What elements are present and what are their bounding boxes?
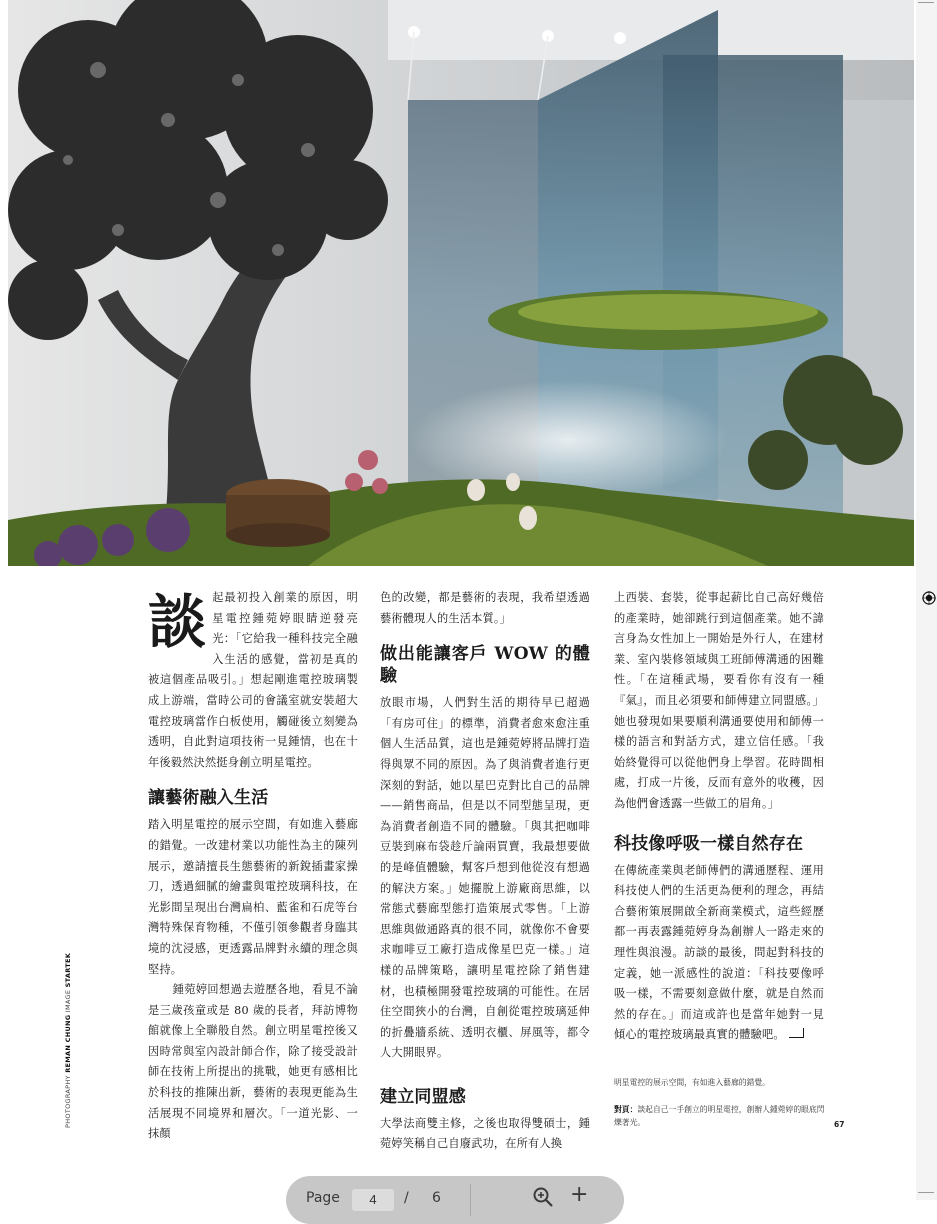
intro-paragraph (148, 588, 358, 773)
page-label: Page (306, 1190, 340, 1206)
body-paragraph: 色的改變，都是藝術的表現，我希望透過藝術體現人的生活本質。」 (380, 591, 590, 625)
zoom-plus-button[interactable]: + (570, 1182, 589, 1207)
body-paragraph: 上西裝、套裝，從事起薪比自己高好幾倍的產業時，她卻跳行到這個產業。她不諱言身為女性加上一開始是外行人，在建材業、室內裝修領域與工班師傅溝通的困難性。「在這種武場，要看你有沒有一種『氣』，而且必須要和師傅建立同盟感。」她也發現如果要順利溝通要使用和師傅一樣的語言和對話方式，建立信任感。「我始終覺得可以從他們身上學習。花時間相處，打成一片後，反而有意外的收穫，因為他們會透露一些做工的眉角。」 (614, 591, 824, 810)
section-heading: 做出能讓客戶 WOW 的體驗 (380, 644, 590, 687)
photo-caption: 明星電控的展示空間，有如進入藝廊的錯覺。 (614, 1078, 770, 1087)
page-navigation-bar (286, 1176, 624, 1224)
crop-mark (918, 2, 934, 3)
facing-page-caption (614, 1103, 829, 1129)
caption-label: 對頁： (614, 1105, 638, 1114)
page-number-input[interactable] (352, 1189, 394, 1211)
caption-text: 談起自己一手創立的明星電控，創辦人鍾菀婷的眼底閃爍著光。 (614, 1105, 825, 1127)
page-separator: / (404, 1190, 409, 1206)
article-column-3 (614, 588, 824, 1046)
pager-divider (470, 1184, 471, 1216)
drop-cap: 談 (148, 588, 207, 656)
intro-text: 起最初投入創業的原因，明星電控鍾菀婷眼睛逆發亮光：「它給我一種科技完全融入生活的感覺，當初是真的被這個產品吸引。」想起剛進電控玻璃製成上游端，當時公司的會議室就安裝超大電控玻璃當作白板使用，觸碰後立刻變為透明，自此對這項技術一見鍾情，也在十年後毅然決然挺身創立明星電控。 (148, 591, 358, 769)
image-credit-label: IMAGE (64, 989, 72, 1013)
section-heading: 建立同盟感 (380, 1086, 466, 1107)
body-paragraph: 大學法商雙主修，之後也取得雙碩士，鍾菀婷笑稱自己自廢武功，在所有人換 (380, 1116, 590, 1151)
end-mark-icon (789, 1028, 804, 1038)
registration-mark-icon (922, 591, 936, 605)
article-column-2 (380, 588, 590, 1155)
exhibition-scene-illustration (8, 0, 914, 566)
photo-credit (64, 868, 74, 1128)
page-number: 67 (834, 1120, 845, 1129)
hero-photo (8, 0, 914, 566)
body-paragraph (614, 861, 824, 1046)
body-paragraph: 踏入明星電控的展示空間，有如進入藝廊的錯覺。一改建材業以功能性為主的陳列展示，邀請擅長生態藝術的新銳插畫家操刀，透過細膩的繪畫與電控玻璃科技，在光影間呈現出台灣扁柏、藍雀和石虎等台灣特殊保育物種，不僅引領參觀者身臨其境的沈浸感，更透露品牌對永續的理念與堅持。 (148, 818, 358, 976)
article-column-1 (148, 588, 358, 1145)
body-paragraph: 鍾菀婷回想過去遊歷各地，看見不論是三歲孩童或是 80 歲的長者，拜訪博物館就像上全聯般自然。創立明星電控後又因時常與室內設計師合作，除了接受設計師在技術上所提出的挑戰，她更有感相比於科技的推陳出新，藝術的表現更能為生活展現不同境界和層次。「一道光影、一抹顏 (148, 983, 358, 1141)
total-pages: 6 (432, 1190, 441, 1206)
zoom-in-icon[interactable] (532, 1186, 554, 1208)
section-heading: 科技像呼吸一樣自然存在 (614, 833, 804, 854)
section-heading: 讓藝術融入生活 (148, 788, 269, 809)
crop-mark (918, 1192, 934, 1193)
body-paragraph: 放眼市場，人們對生活的期待早已超過「有房可住」的標準，消費者愈來愈注重個人生活品質，這也是鍾菀婷將品牌打造得與眾不同的原因。為了與消費者進行更深刻的對話，她以星巴克對比自己的品牌——銷售商品，但是以不同型態呈現，更為消費者創造不同的體驗。「與其把咖啡豆裝到麻布袋趁斤論兩買賣，我最想要做的是峰值體驗，幫客戶想到他從沒有想過的解決方案。」她擺脫上游廠商思維，以常態式藝廊型態打造策展式零售。「上游思維與做通路真的很不同，就像你不會要求咖啡豆工廠打造成像星巴克一樣。」這樣的品牌策略，讓明星電控除了銷售建材，也積極開發電控玻璃的可能性。在居住空間狹小的台灣，自創從電控玻璃延伸的折疊牆系統、透明衣櫃、屏風等，都令人大開眼界。 (380, 696, 590, 1060)
closing-text: 在傳統產業與老師傅們的溝通歷程、運用科技使人們的生活更為便利的理念，再結合藝術策展開啟全新商業模式，這些經歷都一再表露鍾菀婷身為創辦人一路走來的理性與浪漫。訪談的最後，問起對科技的定義，她一派感性的說道：「科技要像呼吸一樣，不需要刻意做什麼，就是自然而然的存在。」而這或許也是當年她對一見傾心的電控玻璃最真實的體驗吧。 (614, 863, 824, 1042)
photographer-name: REMAN CHUNG (64, 1014, 72, 1073)
photo-credit-label: PHOTOGRAPHY (64, 1075, 72, 1128)
image-source-name: STARTEK (64, 952, 72, 988)
